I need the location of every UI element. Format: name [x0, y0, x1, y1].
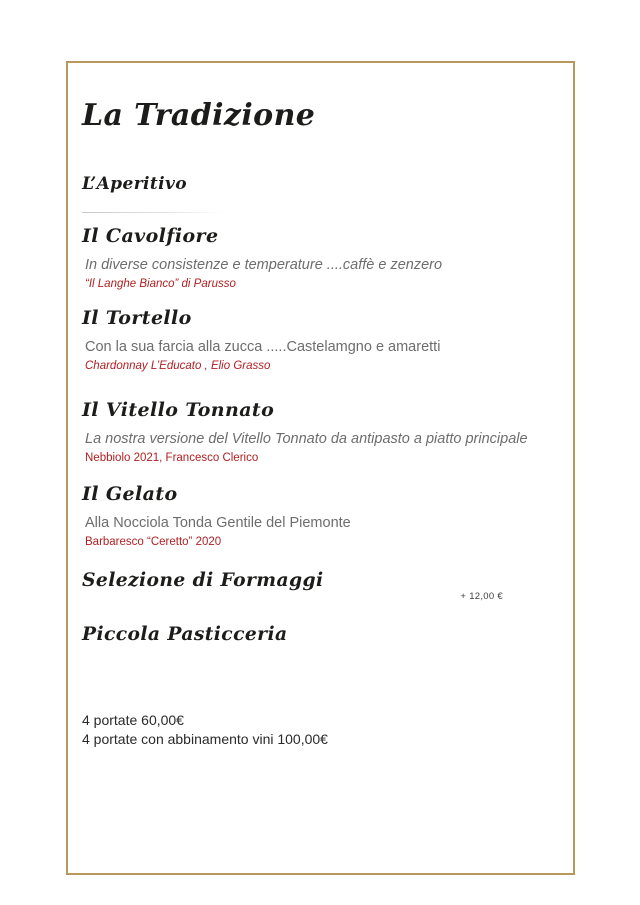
- course-description: Alla Nocciola Tonda Gentile del Piemonte: [85, 515, 351, 532]
- course-description: In diverse consistenze e temperature ....caffè e zenzero: [85, 257, 443, 274]
- wine-pairing: Barbaresco “Ceretto” 2020: [85, 535, 222, 548]
- course-tortello: [82, 307, 561, 373]
- course-name: Il Tortello: [82, 307, 192, 330]
- course-pasticceria: [82, 623, 561, 645]
- section-heading-aperitivo: L’Aperitivo: [82, 174, 188, 194]
- course-name: Il Gelato: [82, 483, 178, 506]
- pricing-line-courses: 4 portate 60,00€: [82, 712, 184, 729]
- wine-pairing: Chardonnay L’Educato , Elio Grasso: [85, 359, 271, 372]
- pricing-line-wine-pairing: 4 portate con abbinamento vini 100,00€: [82, 730, 328, 747]
- pricing-block: [82, 711, 561, 748]
- course-formaggi: [82, 569, 561, 603]
- course-name: Il Vitello Tonnato: [82, 399, 275, 422]
- section-divider: [82, 212, 224, 213]
- course-description: La nostra versione del Vitello Tonnato da antipasto a piatto principale: [85, 431, 528, 448]
- page-title: La Tradizione: [82, 98, 316, 133]
- course-vitello-tonnato: [82, 399, 561, 465]
- border-frame: [66, 61, 575, 875]
- menu-content: [82, 99, 561, 748]
- course-name: Piccola Pasticceria: [82, 623, 288, 646]
- wine-pairing: Nebbiolo 2021, Francesco Clerico: [85, 451, 259, 464]
- course-name: Il Cavolfiore: [82, 225, 219, 248]
- course-name: Selezione di Formaggi: [82, 569, 324, 592]
- course-gelato: [82, 483, 561, 549]
- wine-pairing: “Il Langhe Bianco” di Parusso: [85, 277, 236, 290]
- course-cavolfiore: [82, 225, 561, 291]
- supplement-price: + 12,00 €: [460, 591, 503, 603]
- course-description: Con la sua farcia alla zucca .....Castelamgno e amaretti: [85, 339, 441, 356]
